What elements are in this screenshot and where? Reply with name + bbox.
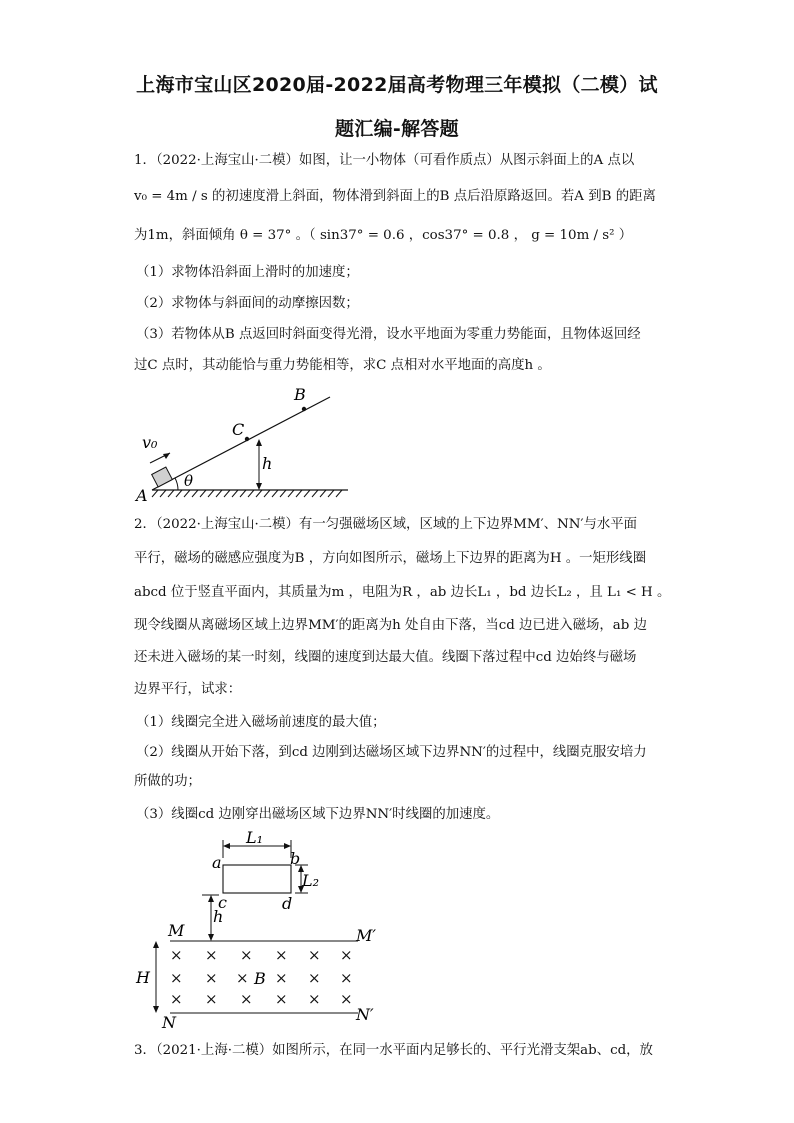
document-title-line-2: 题汇编-解答题: [335, 118, 459, 140]
H-arrowhead-top: [153, 941, 159, 948]
label-M: M: [168, 921, 185, 940]
q1-text-line-3: 为1m，斜面倾角 θ = 37° 。（ sin37° = 0.6 ，cos37° = 0.8 ， g = 10m / s² ）: [134, 228, 633, 243]
q2-text-line-3: abcd 位于竖直平面内，其质量为m ，电阻为R ，ab 边长L₁ ，bd 边长L₂ ，且 L₁ < H 。: [134, 585, 671, 600]
q2-text-line-2: 平行，磁场的磁感应强度为B ，方向如图所示，磁场上下边界的距离为H 。一矩形线圈: [134, 551, 647, 566]
q1-text-line-2: v₀ = 4m / s 的初速度滑上斜面，物体滑到斜面上的B 点后沿原路返回。若A 到B 的距离: [134, 189, 656, 204]
L1-arrowhead-left: [223, 843, 230, 849]
label-B: B: [294, 385, 306, 404]
angle-arc: [175, 478, 178, 490]
label-B-field: B: [254, 969, 266, 988]
incline-figure: [130, 380, 360, 505]
q3-text-line-1: 3．（2021·上海·二模）如图所示，在同一水平面内足够长的、平行光滑支架ab、cd，放: [134, 1043, 653, 1058]
q2-text-line-4: 现令线圈从离磁场区域上边界MM′的距离为h 处自由下落，当cd 边已进入磁场，ab 边: [134, 618, 647, 633]
q2-subquestion-2a: （2）线圈从开始下落，到cd 边刚到达磁场区域下边界NN′的过程中，线圈克服安培力: [136, 745, 647, 760]
label-theta: θ: [184, 472, 194, 490]
label-N: N: [162, 1013, 176, 1028]
field-cross: ×: [340, 969, 353, 987]
field-cross: ×: [308, 990, 321, 1008]
field-cross: ×: [205, 969, 218, 987]
label-M-prime: M′: [356, 926, 377, 945]
label-c: c: [218, 893, 227, 912]
ground-hatching: [152, 490, 342, 497]
field-cross: ×: [170, 990, 183, 1008]
field-cross: ×: [340, 990, 353, 1008]
q2-text-line-6: 边界平行，试求：: [134, 682, 242, 697]
label-a: a: [212, 853, 222, 872]
label-N-prime: N′: [356, 1005, 374, 1024]
point-B: [302, 407, 306, 411]
label-L1: L₁: [246, 828, 264, 847]
field-cross: ×: [275, 990, 288, 1008]
field-cross: ×: [275, 946, 288, 964]
q1-text-line-1: 1．（2022·上海宝山·二模）如图，让一小物体（可看作质点）从图示斜面上的A 点以: [134, 153, 635, 168]
field-cross: ×: [275, 969, 288, 987]
H-arrowhead-bottom: [153, 1006, 159, 1013]
q2-text-line-5: 还未进入磁场的某一时刻，线圈的速度到达最大值。线圈下落过程中cd 边始终与磁场: [134, 650, 637, 665]
h-arrowhead-top: [208, 895, 214, 902]
field-cross: ×: [240, 990, 253, 1008]
q1-subquestion-1: （1）求物体沿斜面上滑时的加速度；: [136, 265, 359, 280]
q2-text-line-1: 2．（2022·上海宝山·二模）有一匀强磁场区域，区域的上下边界MM′、NN′与水平面: [134, 517, 638, 532]
field-cross: ×: [236, 969, 249, 987]
field-cross: ×: [240, 946, 253, 964]
q2-subquestion-3: （3）线圈cd 边刚穿出磁场区域下边界NN′时线圈的加速度。: [136, 807, 500, 822]
height-arrowhead-bottom: [256, 483, 262, 490]
q1-subquestion-3b: 过C 点时，其动能恰与重力势能相等，求C 点相对水平地面的高度h 。: [134, 358, 551, 373]
field-cross: ×: [170, 969, 183, 987]
q2-subquestion-2b: 所做的功；: [134, 774, 201, 789]
document-title-line-1: 上海市宝山区2020届-2022届高考物理三年模拟（二模）试: [136, 74, 658, 96]
label-h: h: [262, 454, 273, 473]
field-cross: ×: [205, 946, 218, 964]
label-v0: v₀: [142, 433, 158, 452]
q1-subquestion-2: （2）求物体与斜面间的动摩擦因数；: [136, 296, 359, 311]
label-b: b: [290, 849, 301, 868]
field-cross: ×: [340, 946, 353, 964]
field-cross: ×: [308, 946, 321, 964]
block-object: [152, 467, 173, 487]
label-A: A: [136, 486, 148, 505]
field-cross: ×: [205, 990, 218, 1008]
h-arrowhead-bottom: [208, 934, 214, 941]
label-h2: h: [213, 907, 224, 926]
magnetic-field-figure: [130, 828, 390, 1028]
field-cross: ×: [308, 969, 321, 987]
q1-subquestion-3a: （3）若物体从B 点返回时斜面变得光滑，设水平地面为零重力势能面，且物体返回经: [136, 327, 641, 342]
point-C: [245, 437, 249, 441]
field-cross: ×: [170, 946, 183, 964]
label-d: d: [282, 894, 293, 913]
q2-subquestion-1: （1）线圈完全进入磁场前速度的最大值；: [136, 715, 386, 730]
label-C: C: [232, 420, 245, 439]
label-H: H: [136, 968, 150, 987]
coil-rectangle: [223, 865, 291, 893]
label-L2: L₂: [302, 871, 320, 890]
height-arrowhead-top: [256, 439, 262, 446]
